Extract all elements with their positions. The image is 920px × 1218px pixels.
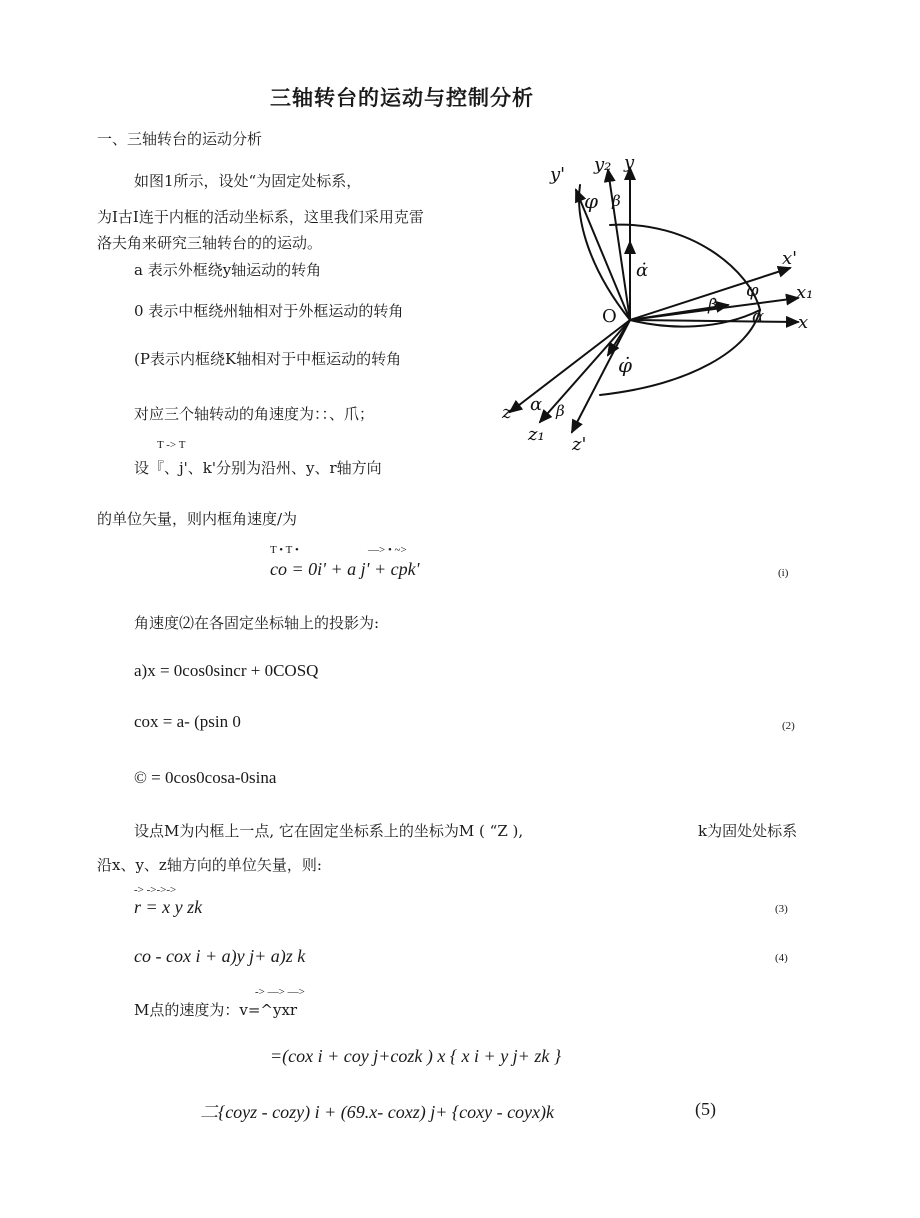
label-phi-right: φ [746, 280, 759, 301]
label-alpha-right: α [752, 306, 765, 327]
unit-vector-marks: T -> T [157, 439, 186, 451]
label-x-prime: x' [782, 248, 798, 269]
label-alpha-dot: α̇ [636, 260, 649, 281]
equation-5b: 二{coyz - cozy) i + (69.x- coxz) j+ {coxy - coyx)k [200, 1102, 555, 1122]
equation-2b: cox = a- (psin 0 [134, 712, 241, 731]
angle-alpha-def: a 表示外框绕y轴运动的转角 [134, 261, 322, 279]
eq3-marks: -> ->->-> [134, 884, 177, 896]
label-phi-top: φ [584, 189, 599, 213]
outer-arc-top [610, 225, 760, 310]
equation-2a: a)x = 0cos0sincr + 0COSQ [134, 661, 319, 680]
equation-2-number: (2) [782, 720, 795, 732]
projection-text: 角速度⑵在各固定坐标轴上的投影为: [134, 614, 380, 632]
z-axis [510, 320, 633, 412]
velocity-marks: -> —> —> [255, 986, 305, 998]
point-text-b: k为固处处标系 [698, 822, 798, 840]
label-beta-dot: β̇ [708, 295, 718, 314]
velocity-text: M点的速度为：v=^yxr [134, 1001, 298, 1019]
equation-5-number: (5) [695, 1099, 716, 1119]
label-y: y [624, 152, 635, 173]
label-y-prime: y' [550, 164, 566, 185]
label-z-prime: z' [572, 434, 587, 455]
gimbal-coordinate-figure [490, 150, 835, 460]
label-y2: y₂ [594, 154, 612, 175]
label-alpha-low: α [530, 394, 543, 415]
label-beta-low: β [556, 402, 565, 420]
label-beta-top: β [612, 192, 621, 210]
label-x1: x₁ [796, 282, 814, 303]
page-title: 三轴转台的运动与控制分析 [270, 86, 534, 110]
unit-vector-text: 设『、j'、k'分别为沿州、y、r轴方向 [134, 459, 382, 477]
angle-beta-def: 0 表示中框绕州轴相对于外框运动的转角 [134, 302, 404, 320]
label-x: x [798, 312, 809, 333]
equation-1: co = 0i' + a j' + cpk' [270, 559, 420, 579]
eq1-marks-left: T • T • [270, 544, 299, 556]
unit-vector-text2: 的单位矢量，则内框角速度/为 [97, 510, 298, 528]
equation-5a: =(cox i + coy j+cozk ) x { x i + y j+ zk } [270, 1046, 562, 1066]
para1-line3: 洛夫角来研究三轴转台的的运动。 [97, 234, 323, 252]
equation-3-number: (3) [775, 903, 788, 915]
equation-1-number: (i) [778, 567, 789, 579]
label-origin: O [602, 306, 617, 327]
equation-2c: © = 0cos0cosa-0sina [134, 768, 277, 787]
point-text2: 沿x、y、z轴方向的单位矢量，则: [97, 856, 322, 874]
para1-line2: 为I古I连于内框的活动坐标系，这里我们采用克雷 [97, 208, 424, 226]
angular-velocity-text: 对应三个轴转动的角速度为：：、爪； [134, 405, 375, 423]
para1-line1: 如图1所示，设处“为固定处标系， [134, 172, 362, 190]
eq1-marks-right: —> • ~> [368, 544, 407, 556]
point-text-a: 设点M为内框上一点, 它在固定坐标系上的坐标为M ( “Z ), [134, 822, 524, 840]
label-z1: z₁ [528, 424, 545, 445]
x-axis [630, 320, 798, 322]
section-heading: 一、三轴转台的运动分析 [97, 130, 263, 148]
label-phi-dot: φ̇ [618, 353, 633, 377]
equation-4-number: (4) [775, 952, 788, 964]
angle-phi-def: (P表示内框绕K轴相对于中框运动的转角 [134, 350, 402, 368]
label-z: z [502, 402, 512, 423]
equation-3: r = x y zk [134, 897, 203, 917]
equation-4: co - cox i + a)y j+ a)z k [134, 946, 306, 966]
